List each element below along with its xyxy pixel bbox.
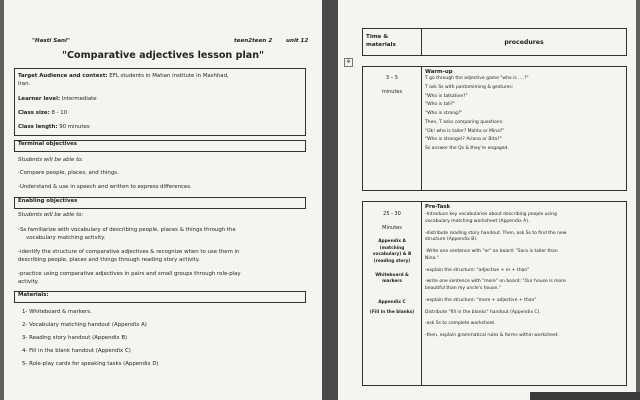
material-item: 3- Reading story handout (Appendix B) bbox=[22, 335, 128, 341]
pretask-line: -explain the structure: "more + adjective + than" bbox=[425, 297, 537, 303]
class-size-line: Class size: 8 - 10 bbox=[18, 110, 68, 116]
enabling-line: describing people, places and things through reading story activity. bbox=[18, 257, 200, 263]
pretask-materials: Appendix A (matching vocabulary) & B (reading story) Whiteboard & markers Appendix C (Fill in the blanks) bbox=[369, 239, 415, 315]
pretask-title: Pre-Task bbox=[425, 204, 451, 210]
enabling-line: -Ss familiarize with vocabulary of describing people, places & things through the bbox=[18, 227, 236, 233]
pretask-time-materials-cell bbox=[363, 202, 422, 386]
pretask-line: -then, explain grammatical rules & forms within worksheet. bbox=[425, 333, 559, 338]
right-document-page bbox=[338, 0, 636, 400]
enabling-line: -identify the structure of comparative adjectives & recognize when to use them in bbox=[18, 249, 240, 255]
level-tag: teen2teen 2 bbox=[234, 38, 273, 44]
pretask-line: -ask Ss to complete worksheet. bbox=[425, 321, 496, 327]
pretask-line: beautiful than my uncle's house." bbox=[425, 286, 501, 291]
pretask-line: vocabulary matching worksheet (Appendix A). bbox=[425, 218, 530, 224]
material-item: 2- Vocabulary matching handout (Appendix A) bbox=[22, 322, 147, 328]
warmup-title: Warm-up bbox=[425, 69, 453, 75]
warmup-line: "Ok! who is taller? Mahta or Mina?" bbox=[425, 128, 505, 134]
warmup-unit: minutes bbox=[381, 89, 403, 95]
taskbar-strip bbox=[530, 392, 640, 400]
terminal-objectives-heading: Terminal objectives bbox=[18, 141, 78, 147]
author-name: "Hasti Sani" bbox=[32, 38, 70, 44]
terminal-intro: Students will be able to: bbox=[18, 157, 84, 163]
time-materials-header: Time & materials bbox=[363, 29, 422, 56]
enabling-line: activity. bbox=[18, 279, 39, 285]
terminal-item: -Understand & use in speech and written to express differences. bbox=[18, 184, 192, 190]
pretask-line: -distribute reading story handout. Then, ask Ss to find the new bbox=[425, 230, 567, 236]
pretask-line: structure (Appendix B). bbox=[425, 237, 478, 243]
enabling-objectives-heading: Enabling objectives bbox=[18, 198, 78, 204]
warmup-time-cell bbox=[363, 67, 422, 191]
pretask-table bbox=[362, 201, 627, 386]
table-move-handle-icon[interactable]: ✥ bbox=[344, 58, 353, 67]
warmup-line: Ss answer the Qs & they're engaged. bbox=[425, 146, 509, 152]
audience-line-2: Iran. bbox=[18, 81, 31, 87]
audience-line: Target Audience and context: EFL students in Mahan institute in Mashhad, bbox=[18, 73, 229, 79]
unit-label: unit 12 bbox=[286, 38, 309, 44]
pretask-line: Distribute "fill in the blanks" handout (Appendix C). bbox=[425, 309, 541, 315]
warmup-line: "Who is tall?" bbox=[425, 102, 456, 108]
warmup-line: "Who is stronger? Ariana or Bita?" bbox=[425, 137, 502, 143]
class-length-line: Class length: 90 minutes bbox=[18, 124, 90, 130]
pretask-time: 25 - 30 bbox=[383, 211, 401, 217]
pretask-line: -Write one sentence with "er" on board: "Sara is taller than bbox=[425, 249, 558, 254]
warmup-procedure-cell bbox=[422, 67, 627, 191]
enabling-intro: Students will be able to: bbox=[18, 212, 84, 218]
learner-level-line: Learner level: Intermediate bbox=[18, 96, 97, 102]
materials-header-box bbox=[14, 291, 306, 303]
pretask-procedure-cell bbox=[422, 202, 627, 386]
page-gap bbox=[322, 0, 338, 400]
warmup-line: T ask Ss with pantomiming & gestures: bbox=[425, 84, 514, 90]
warmup-line: T go through the adjective game "who is ….?" bbox=[425, 76, 529, 81]
procedures-header: procedures bbox=[422, 29, 627, 56]
material-item: 4- Fill in the blank handout (Appendix C) bbox=[22, 348, 131, 354]
material-item: 5- Role-play cards for speaking tasks (Appendix D) bbox=[22, 361, 159, 367]
warmup-table bbox=[362, 66, 627, 191]
warmup-line: Then, T asks comparing questions: bbox=[425, 119, 504, 125]
pretask-line: Nina." bbox=[425, 255, 439, 261]
pretask-unit: Minutes bbox=[382, 225, 402, 231]
pretask-line: -write one sentence with "more" on board: "Our house is more bbox=[425, 279, 566, 285]
enabling-line: -practice using comparative adjectives in pairs and small groups through role-play bbox=[18, 271, 241, 277]
lesson-plan-title: "Comparative adjectives lesson plan" bbox=[61, 50, 265, 61]
pretask-line: -explain the structure: "adjective + er + than" bbox=[425, 267, 530, 273]
warmup-time: 3 – 5 bbox=[385, 75, 399, 81]
procedures-header-table bbox=[362, 28, 627, 56]
pretask-line: -Introduce key vocabularies about describing people using bbox=[425, 212, 557, 217]
warmup-line: "Who is strong?" bbox=[425, 111, 463, 117]
warmup-line: "Who is talkative?" bbox=[425, 93, 468, 99]
terminal-item: -Compare people, places, and things. bbox=[18, 170, 119, 176]
enabling-line: vocabulary matching activity. bbox=[26, 235, 106, 241]
left-document-page bbox=[4, 0, 322, 400]
material-item: 1- Whiteboard & markers. bbox=[22, 309, 92, 315]
materials-heading: Materials: bbox=[18, 292, 49, 298]
